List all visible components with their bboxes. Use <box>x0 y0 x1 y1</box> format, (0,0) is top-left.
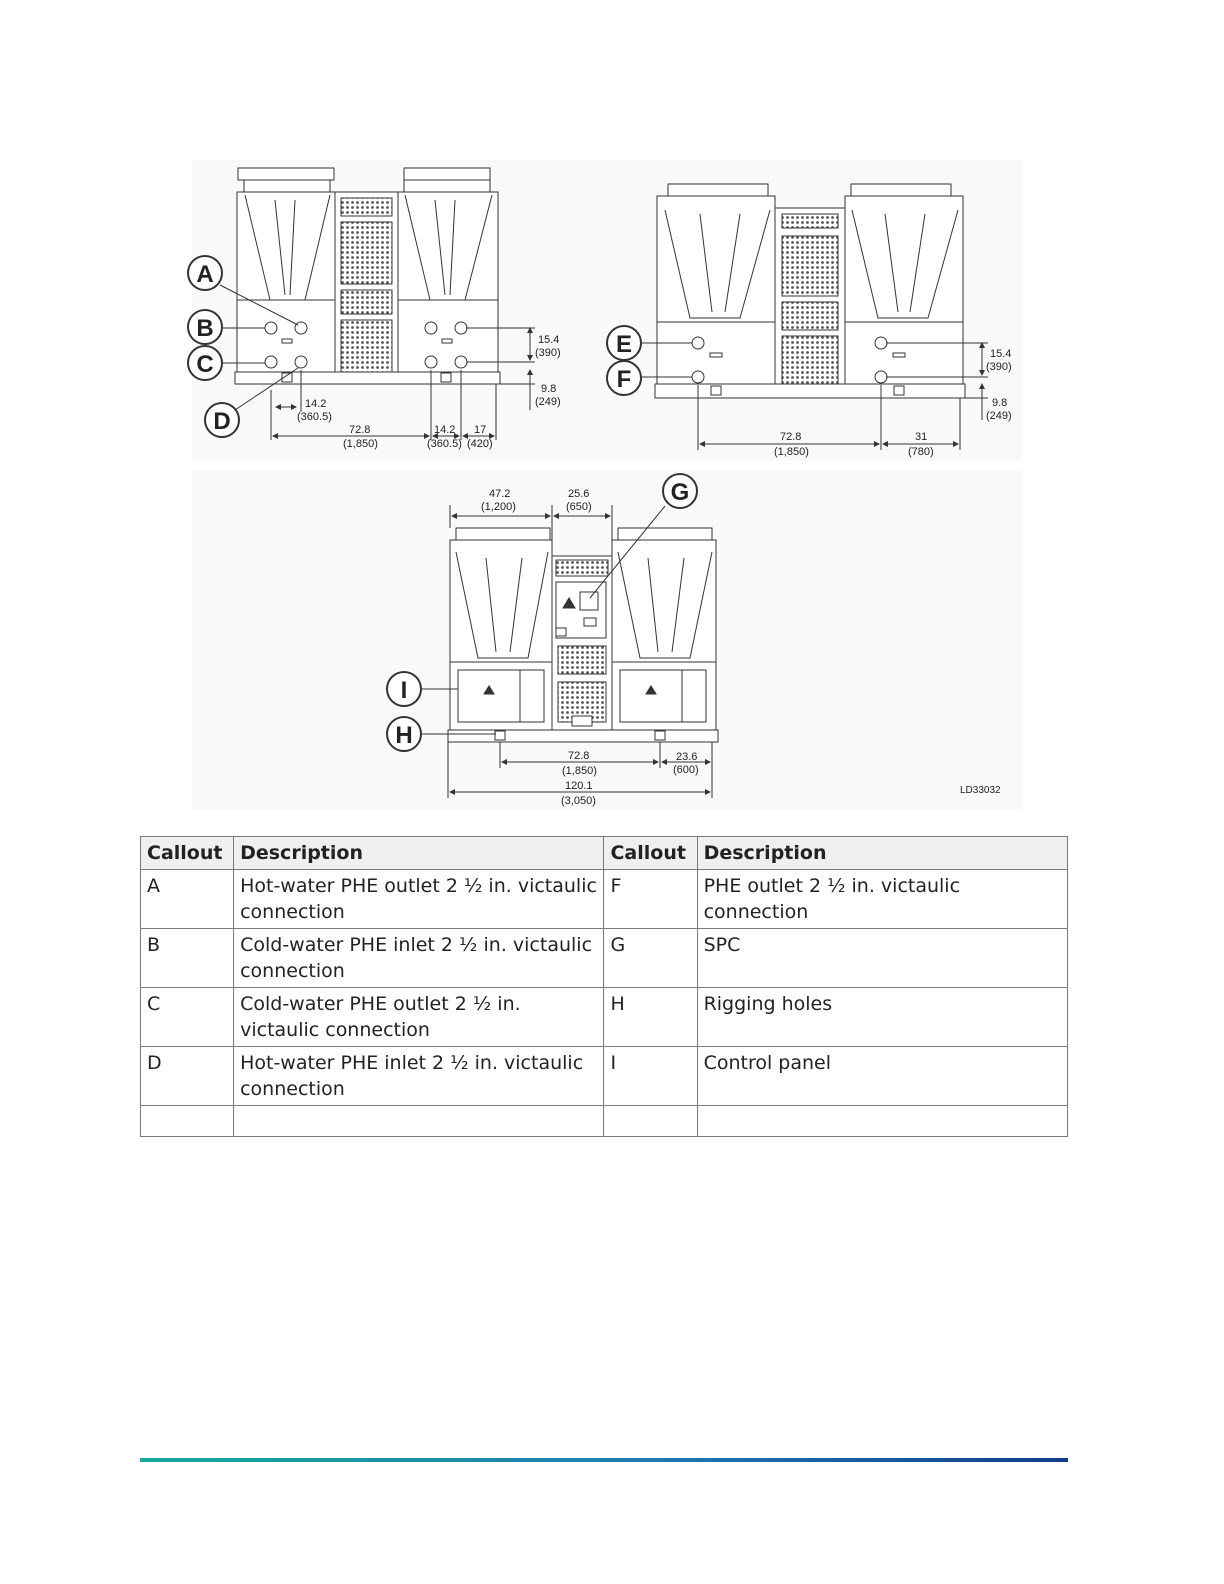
table-header-row <box>141 837 1068 870</box>
dim-label: 31 <box>915 431 928 443</box>
empty-cell <box>697 1106 1067 1137</box>
description-cell: Control panel <box>697 1047 1067 1106</box>
table-row <box>141 929 1068 988</box>
dim-label: 47.2 <box>489 488 511 500</box>
callout-cell: I <box>604 1047 697 1106</box>
callout-letter: A <box>196 261 214 288</box>
header-callout: Callout <box>141 837 234 870</box>
dim-label: 120.1 <box>565 780 593 792</box>
dim-label: (600) <box>673 764 699 776</box>
header-callout: Callout <box>604 837 697 870</box>
dim-label: (1,850) <box>343 438 378 450</box>
dim-label: (249) <box>535 396 561 408</box>
description-cell: Hot-water PHE inlet 2 ½ in. victaulic connection <box>234 1047 604 1106</box>
description-cell: Cold-water PHE inlet 2 ½ in. victaulic connection <box>234 929 604 988</box>
table-row <box>141 870 1068 929</box>
callout-description-table <box>140 836 1068 1137</box>
description-cell: Hot-water PHE outlet 2 ½ in. victaulic connection <box>234 870 604 929</box>
dim-label: 9.8 <box>992 397 1008 409</box>
dim-label: 72.8 <box>568 750 590 762</box>
table-row <box>141 988 1068 1047</box>
description-cell: PHE outlet 2 ½ in. victaulic connection <box>697 870 1067 929</box>
dim-label: 14.2 <box>305 398 327 410</box>
callout-cell: G <box>604 929 697 988</box>
footer-divider <box>140 1458 1068 1462</box>
callout-letter: C <box>196 351 214 378</box>
dim-label: 23.6 <box>676 751 698 763</box>
callout-cell: C <box>141 988 234 1047</box>
description-cell: Rigging holes <box>697 988 1067 1047</box>
dim-label: (3,050) <box>561 795 596 807</box>
dim-label: 17 <box>474 424 487 436</box>
drawing-id: LD33032 <box>960 785 1001 796</box>
dim-label: (780) <box>908 446 934 458</box>
callout-letter: B <box>196 315 214 342</box>
empty-cell <box>604 1106 697 1137</box>
dim-label: (390) <box>986 361 1012 373</box>
dim-label: (390) <box>535 347 561 359</box>
dim-label: (1,850) <box>774 446 809 458</box>
callout-cell: D <box>141 1047 234 1106</box>
dim-label: 9.8 <box>541 383 557 395</box>
callout-cell: F <box>604 870 697 929</box>
dim-label: 72.8 <box>349 424 371 436</box>
callout-letter: G <box>670 479 690 506</box>
header-description: Description <box>234 837 604 870</box>
callout-letter: H <box>395 722 413 749</box>
dim-label: 25.6 <box>568 488 590 500</box>
dim-label: 15.4 <box>538 334 560 346</box>
dim-label: (360.5) <box>427 438 462 450</box>
table-row-empty <box>141 1106 1068 1137</box>
callout-cell: A <box>141 870 234 929</box>
callout-letter: F <box>616 366 632 393</box>
dim-label: (1,200) <box>481 501 516 513</box>
dim-label: (360.5) <box>297 411 332 423</box>
callout-cell: H <box>604 988 697 1047</box>
description-cell: Cold-water PHE outlet 2 ½ in. victaulic connection <box>234 988 604 1047</box>
header-description: Description <box>697 837 1067 870</box>
dim-label: (650) <box>566 501 592 513</box>
table-row <box>141 1047 1068 1106</box>
callout-letter: E <box>615 331 633 358</box>
dim-label: 14.2 <box>434 424 456 436</box>
dim-label: (420) <box>467 438 493 450</box>
callout-letter: I <box>400 677 408 704</box>
callout-letter: D <box>213 408 231 435</box>
dim-label: (249) <box>986 410 1012 422</box>
dim-label: (1,850) <box>562 765 597 777</box>
dim-label: 72.8 <box>780 431 802 443</box>
dim-label: 15.4 <box>990 348 1012 360</box>
callout-cell: B <box>141 929 234 988</box>
empty-cell <box>141 1106 234 1137</box>
empty-cell <box>234 1106 604 1137</box>
description-cell: SPC <box>697 929 1067 988</box>
